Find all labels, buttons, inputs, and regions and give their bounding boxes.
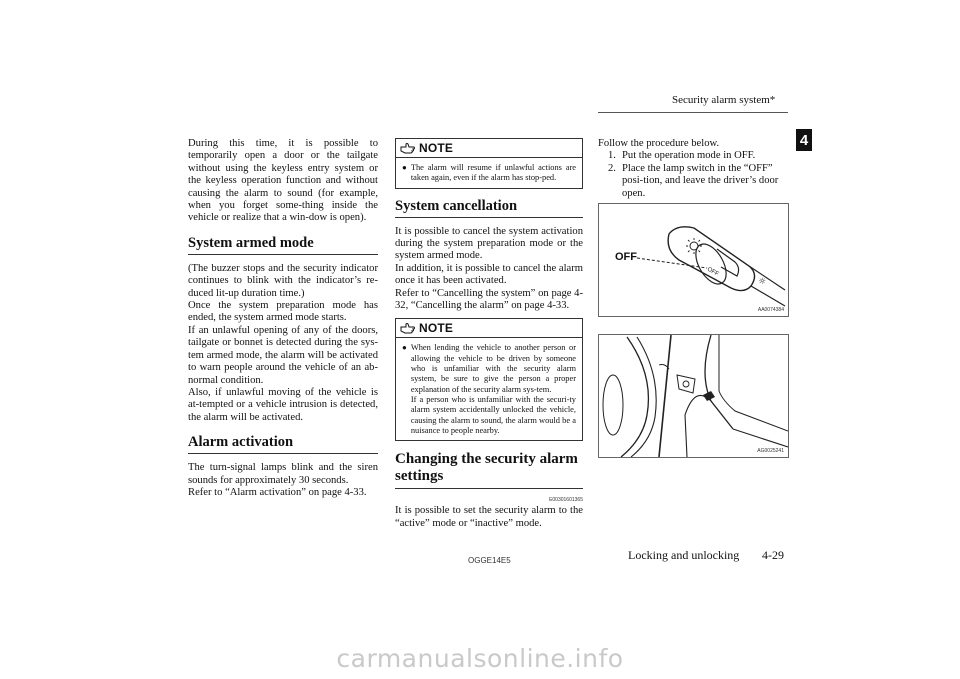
bullet-icon: ●	[402, 163, 407, 172]
note-body	[396, 158, 582, 188]
middle-column	[395, 138, 583, 530]
off-callout-label: OFF	[615, 251, 637, 263]
header-rule	[598, 112, 788, 113]
note-text-1: When lending the vehicle to another person or allowing the vehicle to be driven by someone who is unfamiliar with the security alarm system, be sure to give the person a proper explanation of the security alarm sys-tem.	[410, 343, 576, 394]
note-body	[396, 338, 582, 440]
step-1	[598, 150, 788, 162]
note-text: The alarm will resume if unlawful actions are taken again, even if the alarm has stop-ped.	[410, 163, 576, 183]
step-text: Place the lamp switch in the “OFF” posi-tion, and leave the driver’s door open.	[622, 162, 779, 199]
alarm-activation-heading: Alarm activation	[188, 434, 378, 454]
activation-paragraph-1: The turn-signal lamps blink and the siren sounds for approximately 30 seconds.	[188, 462, 378, 486]
armed-paragraph-2: Once the system preparation mode has ended, the system armed mode starts.	[188, 300, 378, 324]
running-header: Security alarm system*	[672, 94, 776, 106]
figure-code: AG0025241	[757, 448, 784, 454]
step-text: Put the operation mode in OFF.	[622, 150, 756, 162]
procedure-intro: Follow the procedure below.	[598, 138, 720, 149]
note-title: NOTE	[419, 321, 454, 336]
note-hand-icon	[400, 142, 416, 154]
cancel-paragraph-3: Refer to “Cancelling the system” on page 4-32, “Cancelling the alarm” on page 4-33.	[395, 287, 583, 312]
note-header	[396, 319, 582, 338]
chapter-tab: 4	[796, 129, 812, 151]
armed-paragraph-1: (The buzzer stops and the security indicator continues to blink with the indicator’s re-duced lit-up duration time.)	[188, 262, 378, 299]
armed-paragraph-4: Also, if unlawful moving of the vehicle is at-tempted or a vehicle intrusion is detected, the alarm will be activated.	[188, 386, 378, 423]
armed-paragraph-3: If an unlawful opening of any of the doors, tailgate or bonnet is detected during the sys-tem armed mode, the alarm will be activated to warn people around the vehicle of an ab-normal condition.	[188, 324, 378, 386]
left-column	[188, 138, 378, 499]
note-hand-icon	[400, 322, 416, 334]
bullet-icon: ●	[402, 343, 407, 353]
step-2	[598, 163, 788, 200]
note-header	[396, 139, 582, 158]
lamp-switch-figure	[598, 203, 789, 317]
note-box-1	[395, 138, 583, 189]
cancel-paragraph-2: In addition, it is possible to cancel the alarm once it has been activated.	[395, 262, 583, 287]
intro-paragraph: During this time, it is possible to temporarily open a door or the tailgate without using the keyless entry system or the keyless operation function and without causing the alarm to sound (for example, when you forget some-thing inside the vehicle or realize that a win-dow is open).	[188, 138, 378, 224]
note-text-2: If a person who is unfamiliar with the securi-ty alarm system accidentally unlocked the vehicle, causing the alarm to sound, the alarm would be a nuisance to people nearby.	[410, 394, 576, 435]
section-code: E00301601365	[549, 497, 583, 504]
system-cancellation-heading: System cancellation	[395, 198, 583, 218]
note-box-2	[395, 318, 583, 441]
driver-door-illustration	[599, 335, 788, 457]
footer-section-title: Locking and unlocking	[628, 548, 740, 562]
right-column	[598, 138, 788, 200]
note-title: NOTE	[419, 141, 454, 155]
cancel-paragraph-1: It is possible to cancel the system activation during the system preparation mode or the system armed mode.	[395, 225, 583, 262]
svg-text:OFF: OFF	[706, 266, 720, 278]
driver-door-figure	[598, 334, 789, 458]
armed-mode-heading: System armed mode	[188, 235, 378, 255]
document-code: OGGE14E5	[468, 556, 511, 565]
step-number: 2.	[608, 162, 616, 174]
site-watermark: carmanualsonline.info	[336, 644, 624, 673]
page-number: 4-29	[762, 548, 784, 562]
changing-paragraph-1: It is possible to set the security alarm to the “active” mode or “inactive” mode.	[395, 505, 583, 529]
figure-code: AA0074384	[757, 307, 784, 313]
svg-text:☼: ☼	[758, 277, 767, 287]
activation-paragraph-2: Refer to “Alarm activation” on page 4-33.	[188, 486, 367, 498]
changing-settings-heading: Changing the security alarm settings	[395, 451, 583, 489]
step-number: 1.	[608, 150, 616, 162]
